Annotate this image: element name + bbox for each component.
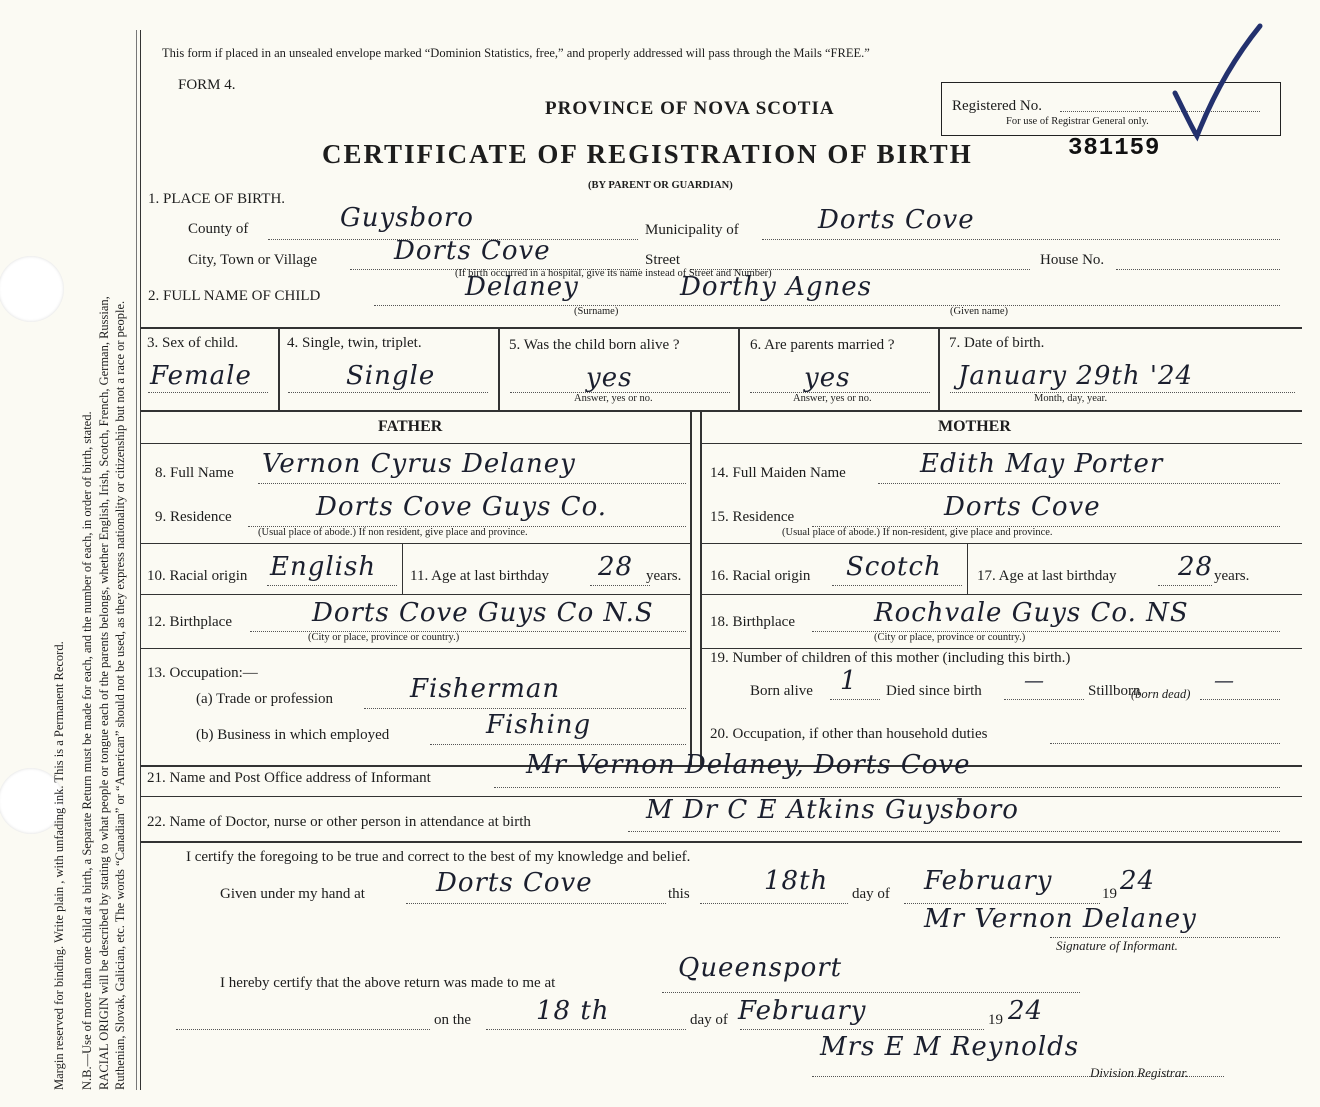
mother-birthplace-caption: (City or place, province or country.) — [874, 632, 1026, 643]
sex-value: Female — [150, 361, 252, 391]
father-trade-label: (a) Trade or profession — [196, 691, 334, 707]
father-age: 28 — [598, 552, 634, 582]
mother-residence: Dorts Cove — [944, 492, 1101, 522]
city-value: Dorts Cove — [394, 236, 551, 266]
father-business-label: (b) Business in which employed — [196, 727, 390, 743]
given-day-of-label: day of — [852, 886, 890, 902]
registrar-day: 18 th — [536, 996, 610, 1026]
informant-value: Mr Vernon Delaney, Dorts Cove — [526, 750, 971, 780]
binding-hole-top — [0, 256, 64, 322]
date-of-birth-label: 7. Date of birth. — [949, 335, 1045, 351]
registrar-statement: I hereby certify that the above return was made to me at — [220, 975, 556, 991]
stillborn-caption: (born dead) — [1131, 687, 1191, 701]
born-alive-label: Born alive — [750, 683, 813, 699]
registrar-year-prefix: 19 — [988, 1012, 1003, 1028]
mother-age-years: years. — [1214, 568, 1250, 584]
father-birthplace-caption: (City or place, province or country.) — [308, 632, 460, 643]
parents-married-question: 6. Are parents married ? — [750, 337, 895, 353]
hospital-note: (If birth occurred in a hospital, give its name instead of Street and Number) — [455, 268, 772, 279]
father-residence: Dorts Cove Guys Co. — [316, 492, 608, 522]
county-value: Guysboro — [340, 203, 474, 233]
father-age-years: years. — [646, 568, 682, 584]
father-name: Vernon Cyrus Delaney — [262, 449, 576, 479]
informant-signature: Mr Vernon Delaney — [924, 904, 1197, 934]
died-since-birth-label: Died since birth — [886, 683, 982, 699]
father-name-label: 8. Full Name — [155, 465, 234, 481]
municipality-value: Dorts Cove — [818, 205, 975, 235]
registrar-year: 24 — [1008, 996, 1044, 1026]
mother-occupation-label: 20. Occupation, if other than household duties — [710, 726, 988, 742]
mother-heading: MOTHER — [938, 418, 1011, 435]
born-alive-caption: Answer, yes or no. — [574, 393, 653, 404]
margin-note-nb: N.B.—Use of more than one child at a birth, a Separate Return must be made for each, and the number of each, in order of birth, stated. — [80, 411, 94, 1090]
mother-birthplace-label: 18. Birthplace — [710, 614, 795, 630]
mother-birthplace: Rochvale Guys Co. NS — [874, 598, 1189, 628]
stillborn-count: — — [1214, 668, 1235, 692]
given-year: 24 — [1120, 866, 1156, 896]
died-since-birth-count: — — [1024, 668, 1045, 692]
registrar-signature: Mrs E M Reynolds — [820, 1032, 1080, 1062]
born-alive-count: 1 — [840, 666, 858, 696]
doctor-value: M Dr C E Atkins Guysboro — [646, 795, 1019, 825]
father-birthplace-label: 12. Birthplace — [147, 614, 232, 630]
registered-number-note: For use of Registrar General only. — [1006, 116, 1149, 127]
father-racial-origin: English — [270, 552, 377, 582]
child-name-label: 2. FULL NAME OF CHILD — [148, 288, 321, 304]
father-heading: FATHER — [378, 418, 443, 435]
province-heading: PROVINCE OF NOVA SCOTIA — [545, 98, 835, 119]
father-business: Fishing — [486, 710, 592, 740]
mother-racial-origin: Scotch — [846, 552, 942, 582]
father-occupation-label: 13. Occupation:— — [147, 665, 258, 681]
given-month: February — [924, 866, 1053, 896]
father-trade: Fisherman — [410, 674, 561, 704]
mother-racial-label: 16. Racial origin — [710, 568, 811, 584]
mother-age: 28 — [1178, 552, 1214, 582]
certificate-title: CERTIFICATE OF REGISTRATION OF BIRTH — [322, 139, 973, 169]
parents-married-answer: yes — [804, 363, 851, 393]
house-number-label: House No. — [1040, 252, 1105, 268]
multiple-birth-value: Single — [346, 361, 436, 391]
place-of-birth-heading: 1. PLACE OF BIRTH. — [148, 191, 286, 207]
stillborn-label: Stillborn — [1088, 683, 1141, 699]
certificate-subtitle: (BY PARENT OR GUARDIAN) — [588, 180, 733, 191]
father-residence-caption: (Usual place of abode.) If non resident, give place and province. — [258, 527, 528, 538]
surname-caption: (Surname) — [574, 306, 619, 317]
registered-number-label: Registered No. — [952, 98, 1042, 114]
father-racial-label: 10. Racial origin — [147, 568, 248, 584]
city-label: City, Town or Village — [188, 252, 318, 268]
registrar-signature-caption: Division Registrar. — [1090, 1065, 1189, 1080]
mother-residence-caption: (Usual place of abode.) If non-resident, give place and province. — [782, 527, 1053, 538]
margin-note-racial-origin: RACIAL ORIGIN will be described by stating to what people or tongue each of the parents belongs, whether English, Irish, Scotch, French, German, Russian, — [97, 296, 111, 1090]
registrar-on-the-label: on the — [434, 1012, 472, 1028]
sex-label: 3. Sex of child. — [147, 335, 239, 351]
child-given-name: Dorthy Agnes — [680, 272, 872, 302]
top-notice: This form if placed in an unsealed envelope marked “Dominion Statistics, free,” and properly addressed will pass through the Mails “FREE.” — [162, 46, 870, 60]
informant-label: 21. Name and Post Office address of Informant — [147, 770, 431, 786]
given-under-label: Given under my hand at — [220, 886, 365, 902]
registration-number: 381159 — [1068, 135, 1161, 162]
margin-note-binding: Margin reserved for binding. Write plain , with unfading ink. This is a Permanent Record. — [52, 641, 66, 1090]
this-label: this — [668, 886, 690, 902]
municipality-label: Municipality of — [645, 222, 739, 238]
mother-age-label: 17. Age at last birthday — [977, 568, 1117, 584]
given-day: 18th — [764, 866, 829, 896]
mother-name-label: 14. Full Maiden Name — [710, 465, 846, 481]
father-birthplace: Dorts Cove Guys Co N.S — [312, 598, 654, 628]
father-age-label: 11. Age at last birthday — [410, 568, 549, 584]
mother-name: Edith May Porter — [920, 449, 1164, 479]
parents-married-caption: Answer, yes or no. — [793, 393, 872, 404]
date-of-birth-caption: Month, day, year. — [1034, 393, 1108, 404]
certification-statement: I certify the foregoing to be true and correct to the best of my knowledge and belief. — [186, 849, 691, 865]
margin-rule-outer — [136, 30, 137, 1090]
father-residence-label: 9. Residence — [155, 509, 232, 525]
given-year-prefix: 19 — [1102, 886, 1117, 902]
form-number: FORM 4. — [178, 77, 236, 93]
street-label: Street — [645, 252, 680, 268]
doctor-label: 22. Name of Doctor, nurse or other person in attendance at birth — [147, 814, 531, 830]
given-name-caption: (Given name) — [950, 306, 1009, 317]
informant-signature-caption: Signature of Informant. — [1056, 938, 1178, 953]
margin-rule — [140, 30, 141, 1090]
mother-children-label: 19. Number of children of this mother (including this birth.) — [710, 650, 1071, 666]
check-mark-icon — [1170, 18, 1270, 148]
registrar-month: February — [738, 996, 867, 1026]
mother-residence-label: 15. Residence — [710, 509, 795, 525]
multiple-birth-label: 4. Single, twin, triplet. — [287, 335, 422, 351]
margin-note-racial-origin-cont: Ruthenian, Slovak, Galician, etc. The words “Canadian” or “American” should not be used, as they express nationality or citizenship but not a race or people. — [113, 300, 127, 1090]
registrar-day-of-label: day of — [690, 1012, 728, 1028]
date-of-birth-value: January 29th '24 — [958, 361, 1194, 391]
given-place: Dorts Cove — [436, 868, 593, 898]
registrar-place: Queensport — [678, 953, 843, 983]
county-label: County of — [188, 221, 249, 237]
born-alive-answer: yes — [586, 363, 633, 393]
child-surname: Delaney — [465, 272, 579, 302]
born-alive-question: 5. Was the child born alive ? — [509, 337, 680, 353]
